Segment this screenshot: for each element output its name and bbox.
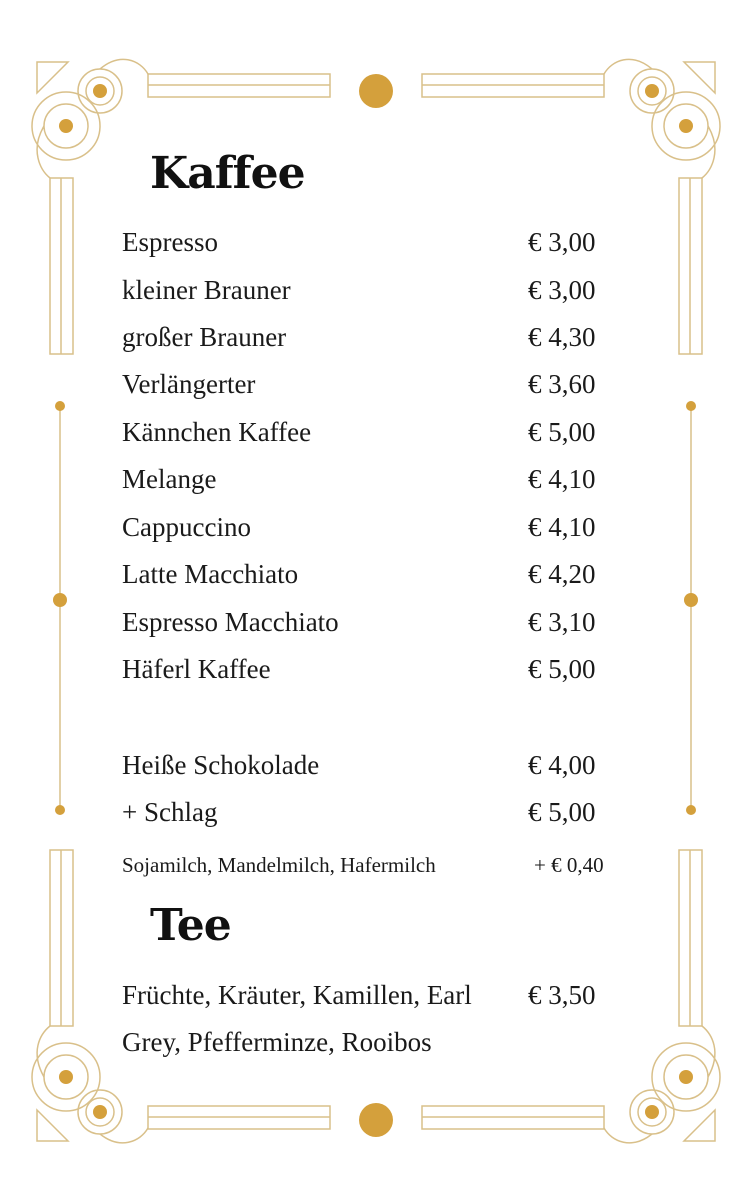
item-name: Verlängerter [122, 369, 256, 399]
item-price: € 4,10 [528, 512, 596, 542]
item-price: € 4,30 [528, 322, 596, 352]
item-price: € 5,00 [528, 797, 596, 827]
item-name: Sojamilch, Mandelmilch, Hafermilch [122, 853, 436, 877]
item-name: Kännchen Kaffee [122, 417, 312, 447]
item-name: kleiner Brauner [122, 275, 291, 305]
item-name: Grey, Pfefferminze, Rooibos [122, 1027, 432, 1057]
item-name: + Schlag [122, 797, 218, 827]
item-price: € 5,00 [528, 654, 596, 684]
item-name: großer Brauner [122, 322, 287, 352]
item-price: € 3,00 [528, 227, 596, 257]
item-name: Häferl Kaffee [122, 654, 271, 684]
item-name: Espresso Macchiato [122, 607, 339, 637]
item-price: € 3,10 [528, 607, 596, 637]
item-price: € 3,50 [528, 980, 596, 1010]
item-name: Latte Macchiato [122, 559, 299, 589]
item-price: € 3,00 [528, 275, 596, 305]
item-name: Früchte, Kräuter, Kamillen, Earl [122, 980, 472, 1010]
item-price: € 4,00 [528, 750, 596, 780]
item-price: € 3,60 [528, 369, 596, 399]
item-price: € 5,00 [528, 417, 596, 447]
item-name: Cappuccino [122, 512, 251, 542]
item-price: € 4,20 [528, 559, 596, 589]
item-name: Espresso [122, 227, 218, 257]
item-name: Melange [122, 464, 217, 494]
item-price: + € 0,40 [534, 853, 604, 877]
item-name: Heiße Schokolade [122, 750, 320, 780]
tee-title: Tee [150, 900, 231, 951]
kaffee-title: Kaffee [150, 148, 305, 199]
item-price: € 4,10 [528, 464, 596, 494]
